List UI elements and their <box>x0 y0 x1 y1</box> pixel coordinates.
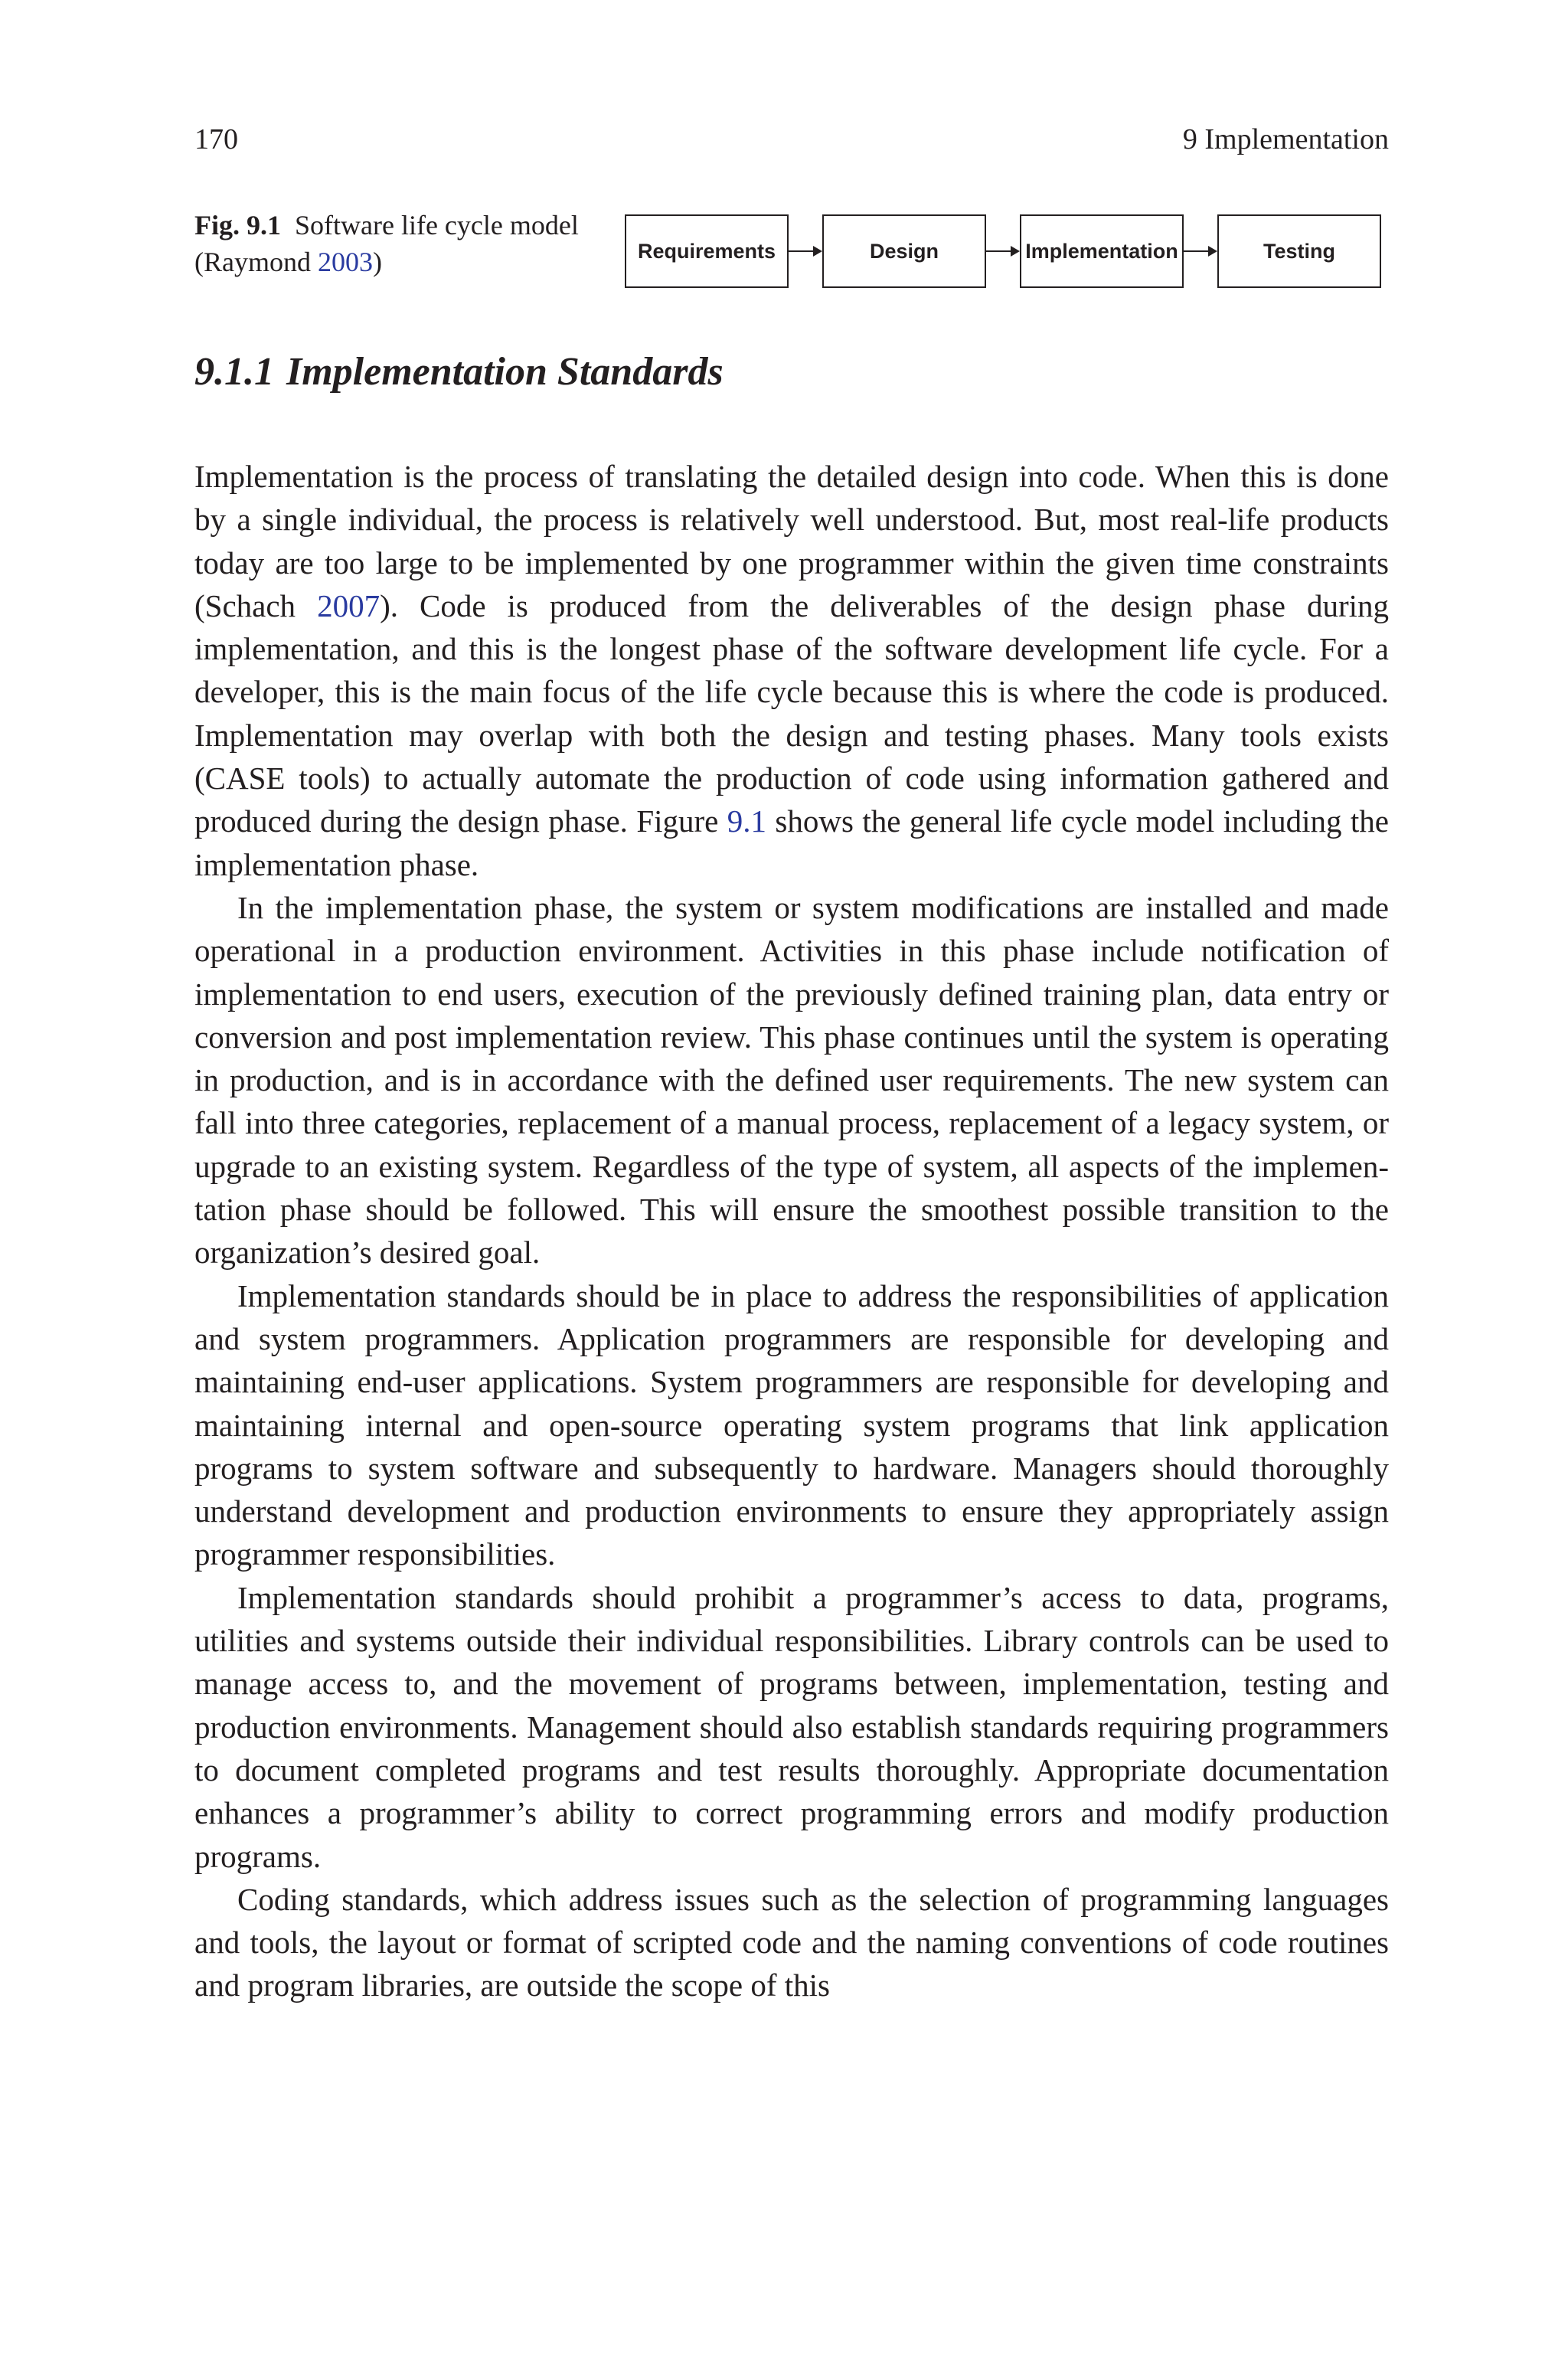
figure-link-9-1[interactable]: 9.1 <box>727 803 767 839</box>
caption-end: ) <box>372 247 382 277</box>
figure-label: Fig. 9.1 <box>194 210 281 240</box>
paragraph-3: Implementation standards should be in place to address the responsibilities of application and system programmers. Application programmers are responsible for developing and maintaining end-user applications. System programmers are responsible for developing and maintaining internal and open-source operating system programs that link application programs to system software and subsequently to hardware. Managers should thoroughly understand development and production environments to ensure they appropriately assign programmer responsibilities. <box>194 1277 1389 1572</box>
flow-box-requirements: Requirements <box>625 214 789 288</box>
paragraph-2: In the implementation phase, the system or system modifications are installed and made operational in a production environment. Activities in this phase include notification of implementation to end users, execution of the previously defined training plan, data entry or conversion and post implementation review. This phase continues until the system is operating in production, and is in accordance with the defined user requirements. The new system can fall into three categories, replacement of a manual process, replacement of a legacy system, or upgrade to an existing system. Regardless of the type of system, all aspects of the implementation phase should be followed. This will ensure the smoothest possible transition to the organization’s desired goal. <box>194 889 1389 1271</box>
flow-arrow-2 <box>986 250 1018 252</box>
citation-link-raymond-2003[interactable]: 2003 <box>317 247 373 277</box>
page-header <box>194 123 1389 161</box>
paragraph-1-part-b: ). Code is produced from the deliverables of the design phase during implementation, and this is the longest phase of the software development life cycle. For a developer, this is the main focus of the life cycle because this is where the code is produced. Implementation may overlap with both the design and testing phases. Many tools exists (CASE tools) to actually automate the production of code using information gathered and produced during the design phase. Figure <box>194 587 1389 839</box>
flow-box-implementation: Implementation <box>1020 214 1184 288</box>
paragraph-5: Coding standards, which address issues such as the selection of programming languages and tools, the layout or format of scripted code and the naming conventions of code routines and program libraries, are outside the scope of this <box>194 1881 1389 2003</box>
flow-box-design: Design <box>822 214 986 288</box>
flow-box-testing: Testing <box>1217 214 1381 288</box>
section-title: Implementation Standards <box>286 350 724 394</box>
section-number: 9.1.1 <box>194 350 274 394</box>
section-heading <box>194 349 724 394</box>
citation-link-schach-2007[interactable]: 2007 <box>317 587 381 623</box>
paragraph-1-part-a: Implementation is the process of translating the detailed design into code. When this is done by a single individual, the process is relatively well understood. But, most real-life products today are too large to be implemented by one programmer within the given time constraints (Schach <box>194 459 1389 623</box>
running-head: 9 Implementation <box>1182 123 1389 155</box>
figure-9-1 <box>194 207 1389 299</box>
page-number: 170 <box>194 123 238 155</box>
body-text <box>194 455 1389 2007</box>
paragraph-4: Implementation standards should prohibit a programmer’s access to data, programs, utilities and systems outside their individual responsibilities. Library controls can be used to manage access to, and the movement of programs between, implementation, testing and production environments. Management should also establish standards requiring programmers to document completed programs and test results thoroughly. Appropriate documentation enhances a programmer’s ability to correct programming errors and modify production programs. <box>194 1579 1389 1874</box>
figure-caption <box>194 207 593 280</box>
paragraph-1 <box>194 455 1389 886</box>
paragraph-1-part-c: shows the general life cycle model including the implementation phase. <box>194 803 1389 882</box>
caption-text: Software life cycle model (Raymond <box>194 210 579 277</box>
flow-arrow-3 <box>1184 250 1216 252</box>
flow-arrow-1 <box>789 250 821 252</box>
